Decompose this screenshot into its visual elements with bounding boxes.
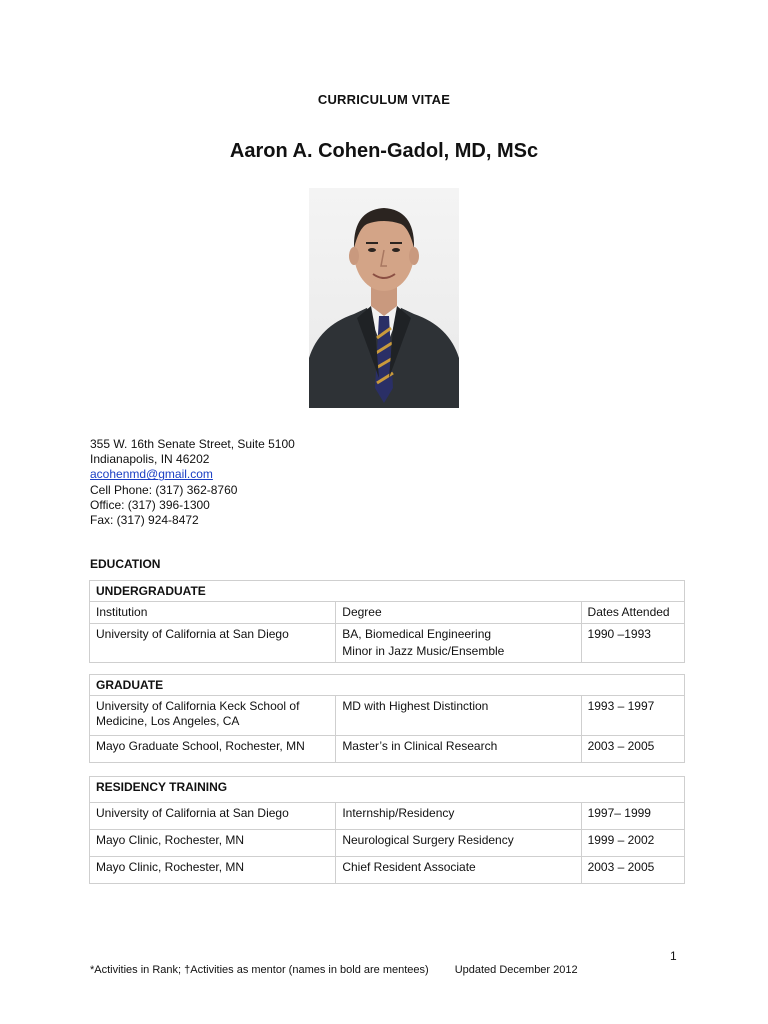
page-number: 1	[670, 949, 677, 963]
dates-cell: 2003 – 2005	[581, 857, 684, 884]
contact-block	[90, 437, 295, 528]
institution-cell: University of California at San Diego	[90, 624, 336, 663]
column-header-dates: Dates Attended	[581, 602, 684, 624]
column-header-degree: Degree	[336, 602, 581, 624]
table-row	[90, 857, 685, 884]
cell-phone: Cell Phone: (317) 362-8760	[90, 482, 238, 497]
undergraduate-heading: UNDERGRADUATE	[90, 581, 685, 602]
dates-cell: 1997– 1999	[581, 803, 684, 830]
institution-cell: Mayo Clinic, Rochester, MN	[90, 857, 336, 884]
institution-cell: Mayo Clinic, Rochester, MN	[90, 830, 336, 857]
institution-cell: University of California at San Diego	[90, 803, 336, 830]
institution-cell: Mayo Graduate School, Rochester, MN	[90, 736, 336, 763]
table-row	[90, 830, 685, 857]
degree-cell	[336, 624, 581, 663]
degree-cell: Master’s in Clinical Research	[336, 736, 581, 763]
education-heading: EDUCATION	[90, 557, 161, 571]
graduate-heading: GRADUATE	[90, 675, 685, 696]
residency-heading: RESIDENCY TRAINING	[90, 777, 685, 803]
dates-cell: 2003 – 2005	[581, 736, 684, 763]
table-row	[90, 696, 685, 736]
dates-cell: 1993 – 1997	[581, 696, 684, 736]
address-line-1: 355 W. 16th Senate Street, Suite 5100	[90, 437, 295, 451]
degree-cell: MD with Highest Distinction	[336, 696, 581, 736]
graduate-table	[89, 674, 685, 763]
column-header-institution: Institution	[90, 602, 336, 624]
address-line-2: Indianapolis, IN 46202	[90, 452, 210, 467]
degree-line: BA, Biomedical Engineering	[342, 627, 492, 641]
portrait-illustration	[309, 188, 459, 408]
office-phone: Office: (317) 396-1300	[90, 497, 210, 512]
footer	[90, 964, 578, 976]
fax-number: Fax: (317) 924-8472	[90, 513, 199, 528]
dates-cell: 1990 –1993	[581, 624, 684, 663]
table-row	[90, 803, 685, 830]
person-name: Aaron A. Cohen-Gadol, MD, MSc	[229, 140, 539, 162]
degree-cell: Neurological Surgery Residency	[336, 830, 581, 857]
document-title: CURRICULUM VITAE	[317, 92, 451, 107]
email-link[interactable]: acohenmd@gmail.com	[90, 467, 213, 482]
degree-line: Minor in Jazz Music/Ensemble	[342, 644, 505, 658]
table-header-row	[90, 602, 685, 624]
residency-table	[89, 776, 685, 884]
undergraduate-table	[89, 580, 685, 663]
institution-cell: University of California Keck School of Medicine, Los Angeles, CA	[90, 696, 336, 736]
updated-date: Updated December 2012	[454, 964, 578, 976]
portrait-photo	[309, 188, 459, 408]
degree-cell: Internship/Residency	[336, 803, 581, 830]
degree-cell: Chief Resident Associate	[336, 857, 581, 884]
footer-note: *Activities in Rank; †Activities as mentor (names in bold are mentees)	[90, 964, 429, 976]
table-row	[90, 624, 685, 663]
dates-cell: 1999 – 2002	[581, 830, 684, 857]
table-row	[90, 736, 685, 763]
